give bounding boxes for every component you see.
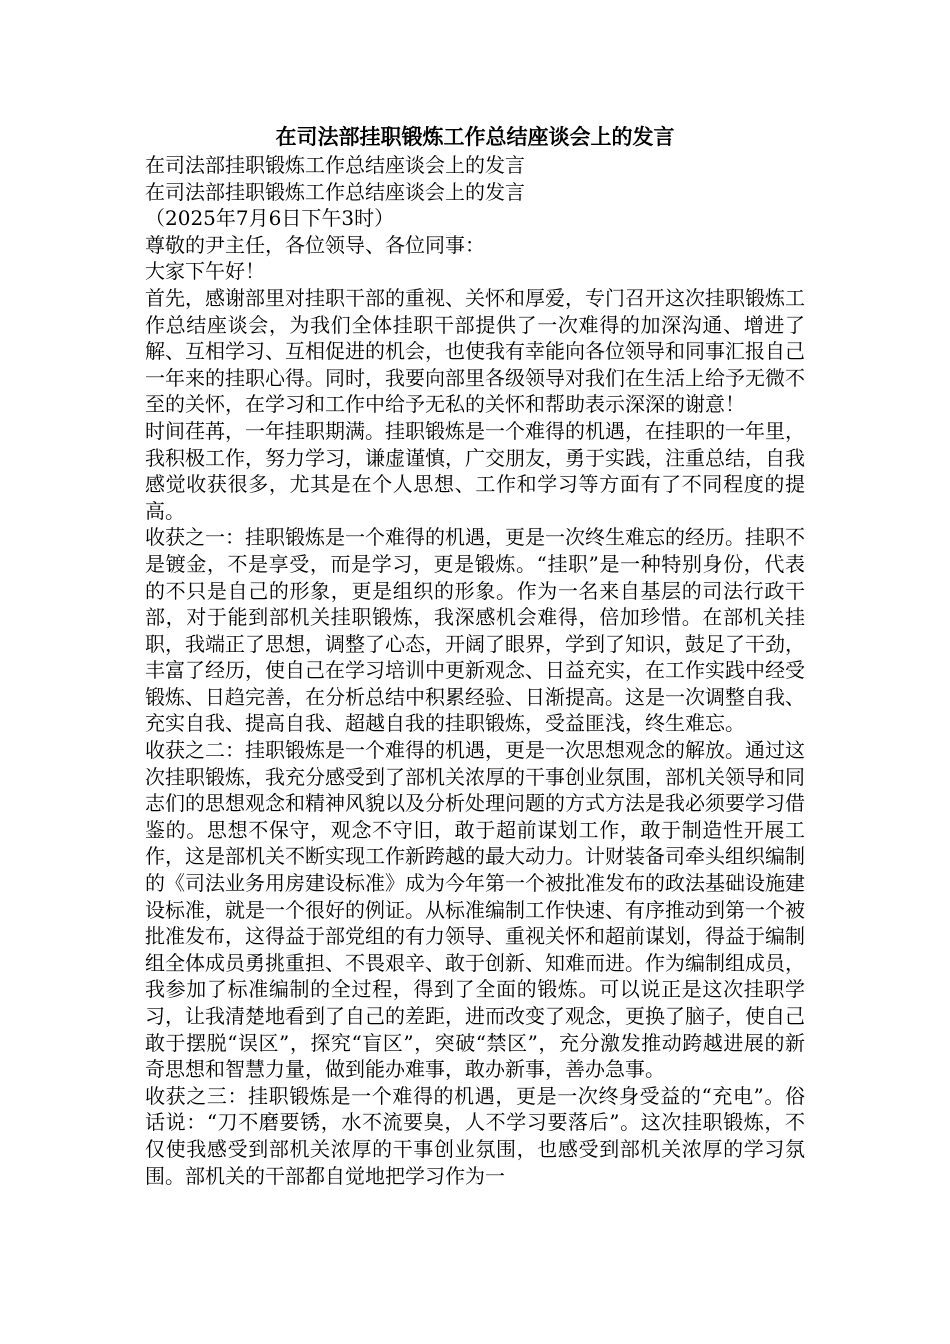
paragraph-gain-one: 收获之一：挂职锻炼是一个难得的机遇，更是一次终生难忘的经历。挂职不是镀金，不是享受，而是学习，更是锻炼。“挂职”是一种特别身份，代表的不只是自己的形象，更是组织的形象。作为一名来自基层的司法行政干部，对于能到部机关挂职锻炼，我深感机会难得，倍加珍惜。在部机关挂职，我端正了思想，调整了心态，开阔了眼界，学到了知识，鼓足了干劲，丰富了经历，使自己在学习培训中更新观念、日益充实，在工作实践中经受锻炼、日趋完善，在分析总结中积累经验、日渐提高。这是一次调整自我、充实自我、提高自我、超越自我的挂职锻炼，受益匪浅，终生难忘。 [145, 525, 805, 736]
paragraph-thanks: 首先，感谢部里对挂职干部的重视、关怀和厚爱，专门召开这次挂职锻炼工作总结座谈会，为我们全体挂职干部提供了一次难得的加深沟通、增进了解、互相学习、互相促进的机会，也使我有幸能向各位领导和同事汇报自己一年来的挂职心得。同时，我要向部里各级领导对我们在生活上给予无微不至的关怀，在学习和工作中给予无私的关怀和帮助表示深深的谢意！ [145, 285, 805, 417]
paragraph-overview: 时间荏苒，一年挂职期满。挂职锻炼是一个难得的机遇，在挂职的一年里，我积极工作，努力学习，谦虚谨慎，广交朋友，勇于实践，注重总结，自我感觉收获很多，尤其是在个人思想、工作和学习等方面有了不同程度的提高。 [145, 418, 805, 523]
document-subtitle-repeat: 在司法部挂职锻炼工作总结座谈会上的发言 [145, 179, 525, 204]
speech-date: （2025年7月6日下午3时） [145, 206, 395, 231]
salutation: 尊敬的尹主任，各位领导、各位同事： [145, 232, 485, 257]
paragraph-gain-two: 收获之二：挂职锻炼是一个难得的机遇，更是一次思想观念的解放。通过这次挂职锻炼，我充分感受到了部机关浓厚的干事创业氛围，部机关领导和同志们的思想观念和精神风貌以及分析处理问题的方式方法是我必须要学习借鉴的。思想不保守，观念不守旧，敢于超前谋划工作，敢于制造性开展工作，这是部机关不断实现工作新跨越的最大动力。计财装备司牵头组织编制的《司法业务用房建设标准》成为今年第一个被批准发布的政法基础设施建设标准，就是一个很好的例证。从标准编制工作快速、有序推动到第一个被批准发布，这得益于部党组的有力领导、重视关怀和超前谋划，得益于编制组全体成员勇挑重担、不畏艰辛、敢于创新、知难而进。作为编制组成员，我参加了标准编制的全过程，得到了全面的锻炼。可以说正是这次挂职学习，让我清楚地看到了自己的差距，进而改变了观念，更换了脑子，使自己敢于摆脱“误区”，探究“盲区”，突破“禁区”，充分激发推动跨越进展的新奇思想和智慧力量，做到能办难事，敢办新事，善办急事。 [145, 738, 805, 1082]
document-page [145, 122, 805, 1189]
greeting: 大家下午好！ [145, 259, 265, 284]
paragraph-gain-three: 收获之三：挂职锻炼是一个难得的机遇，更是一次终身受益的“充电”。俗话说：“刀不磨要锈，水不流要臭，人不学习要落后”。这次挂职锻炼，不仅使我感受到部机关浓厚的干事创业氛围，也感受到部机关浓厚的学习氛围。部机关的干部都自觉地把学习作为一 [145, 1083, 805, 1188]
document-title: 在司法部挂职锻炼工作总结座谈会上的发言 [275, 124, 675, 149]
document-subtitle: 在司法部挂职锻炼工作总结座谈会上的发言 [145, 153, 525, 177]
